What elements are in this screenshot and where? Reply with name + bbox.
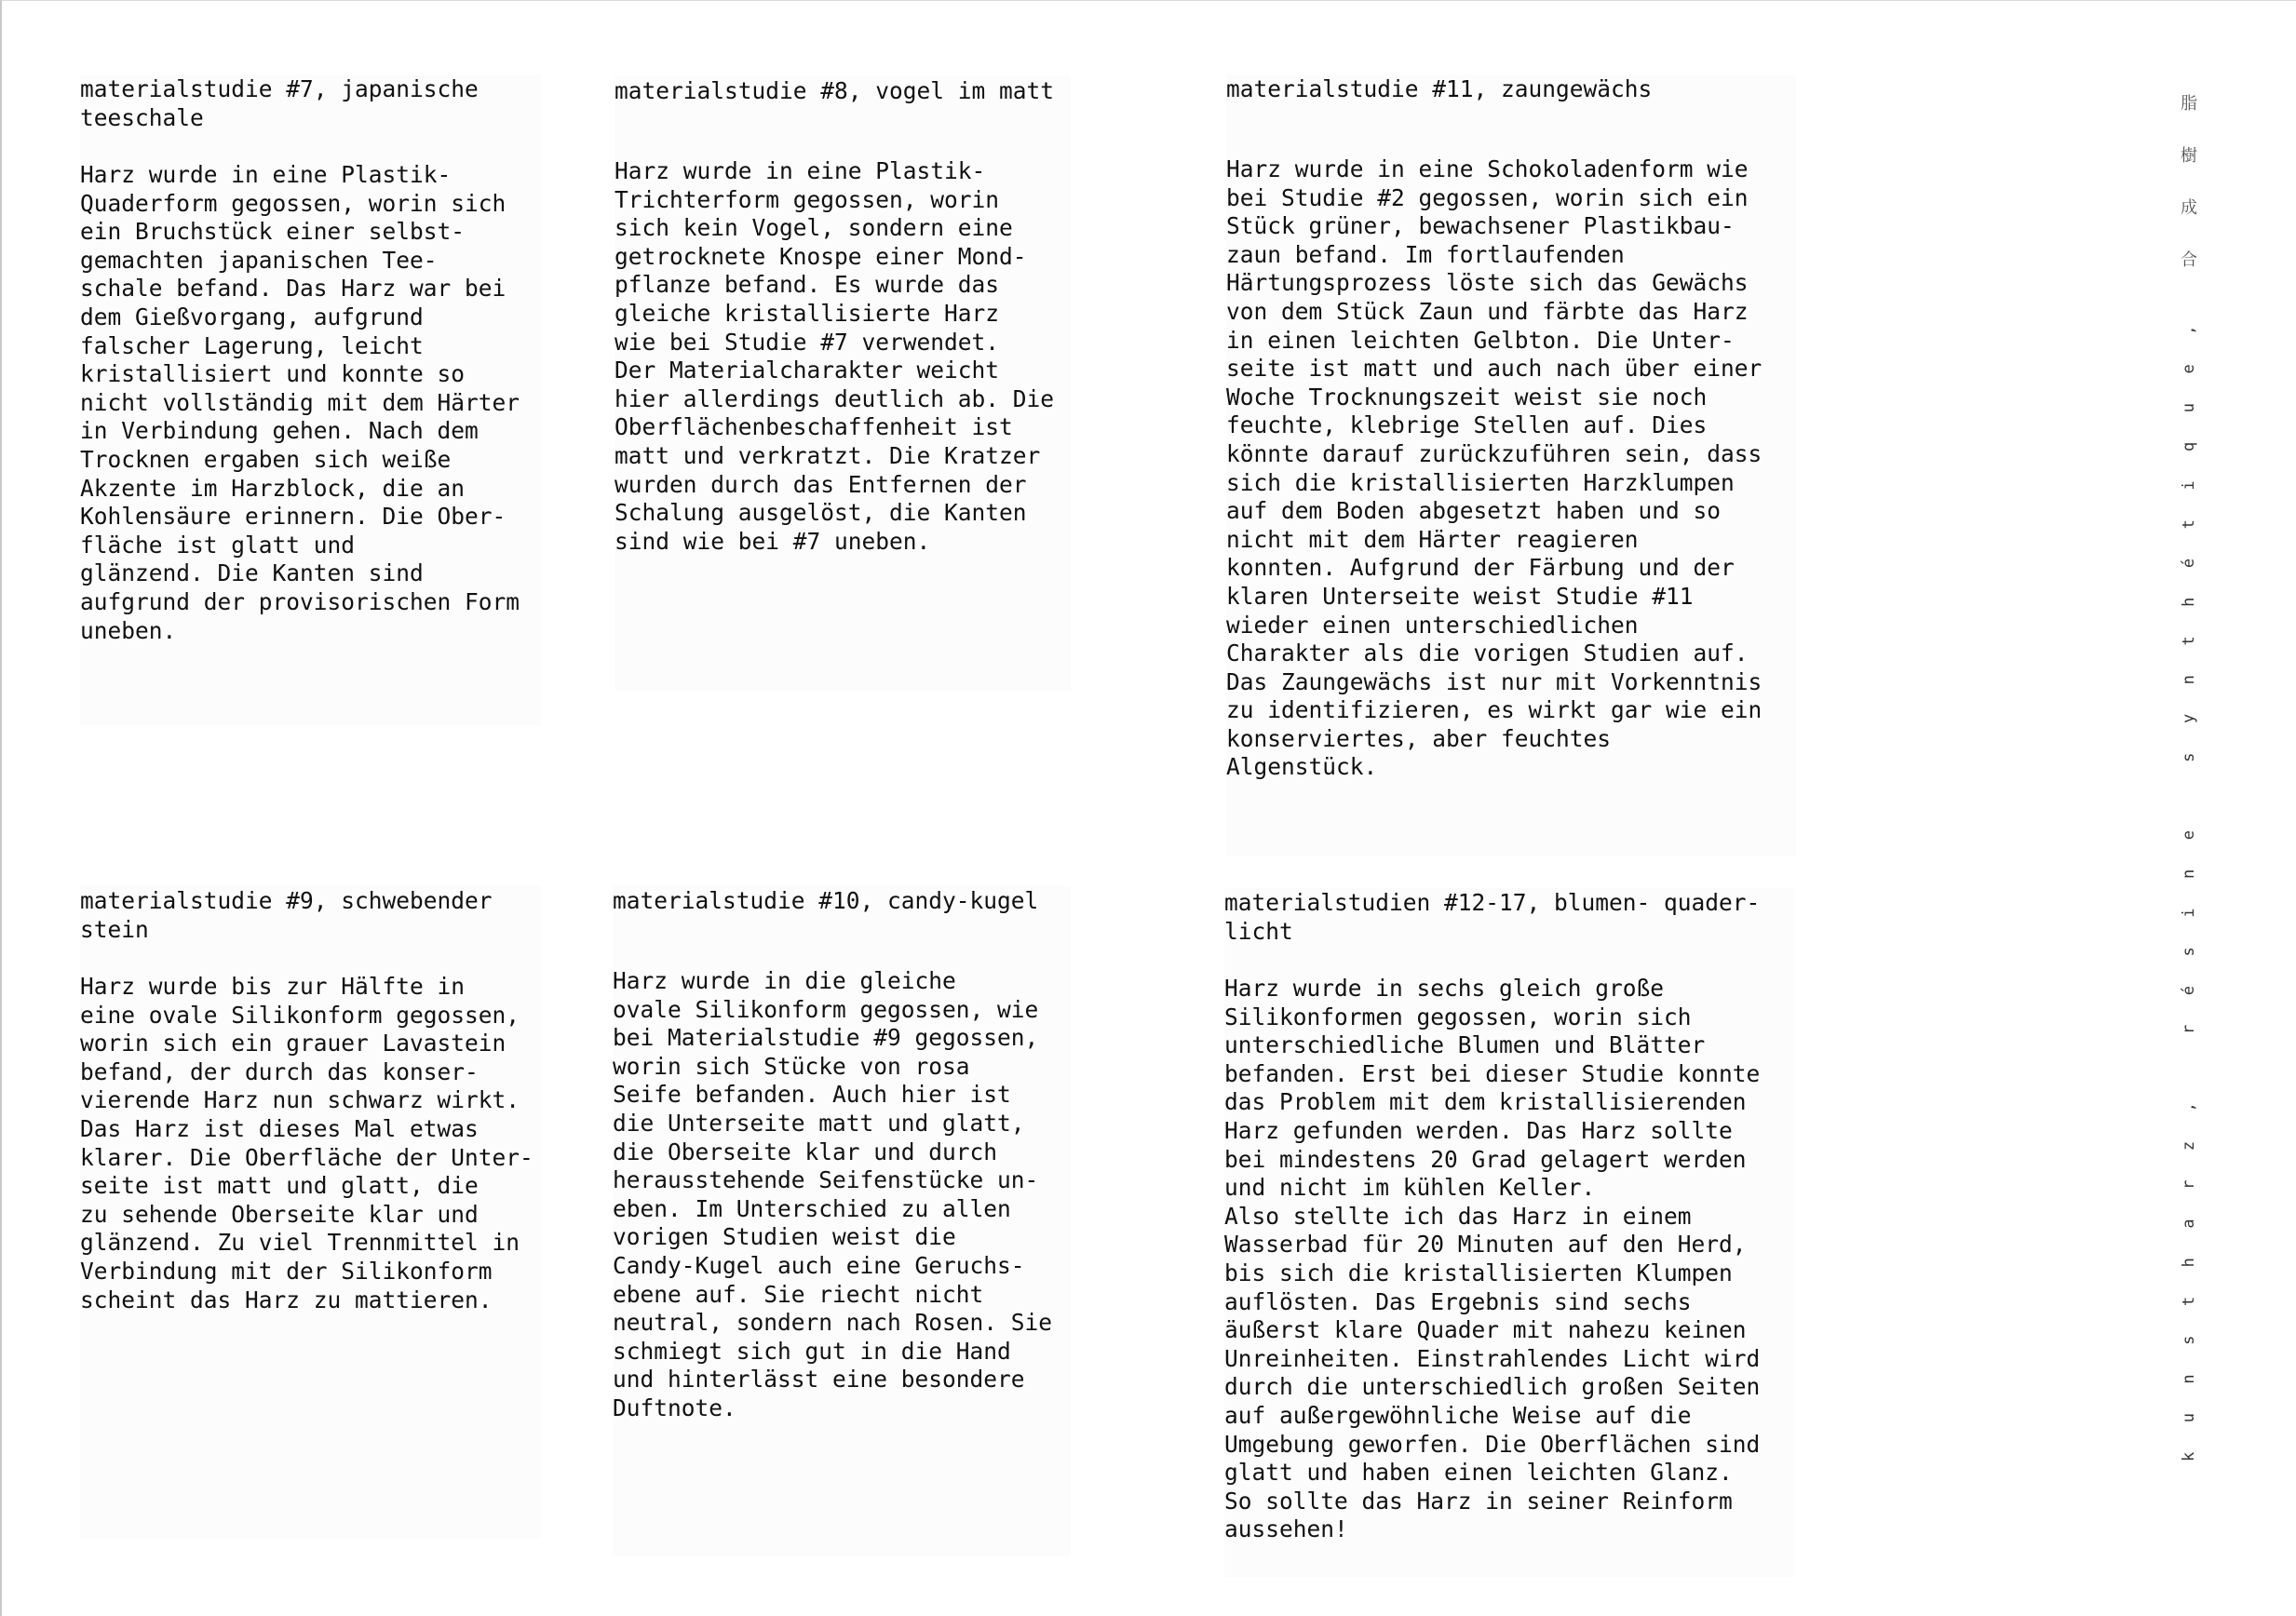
vertical-side-title xyxy=(2175,78,2203,1549)
cjk-char: 樹 xyxy=(2181,146,2197,166)
latin-title: kunstharz, résine synthétique, xyxy=(2180,296,2198,1462)
cjk-title xyxy=(2181,78,2197,287)
study-7 xyxy=(80,74,541,726)
study-10-title: materialstudie #10, candy-kugel xyxy=(613,887,1039,914)
cjk-char: 脂 xyxy=(2181,94,2197,114)
study-9-title: materialstudie #9, schwebender stein xyxy=(80,887,493,943)
study-7-title: materialstudie #7, japanische teeschale xyxy=(80,75,479,131)
study-10-body: Harz wurde in die gleiche ovale Silikonform gegossen, wie bei Materialstudie #9 gegossen, worin sich Stücke von rosa Seife befanden. Auch hier ist die Unterseite matt und glatt, die Oberseite klar und durch herausstehende Seifenstücke un- eben. Im Unterschied zu allen vorigen Studien weist die Candy-Kugel auch eine Geruchs- ebene auf. Sie riecht nicht neutral, sondern nach Rosen. Sie schmiegt sich gut in die Hand und hinterlässt eine besondere Duftnote. xyxy=(613,967,1053,1421)
study-11 xyxy=(1226,74,1796,856)
study-12-17-title: materialstudien #12-17, blumen- quader- licht xyxy=(1224,889,1761,945)
cjk-char: 成 xyxy=(2181,198,2197,218)
study-12-17 xyxy=(1224,888,1794,1577)
study-8-title: materialstudie #8, vogel im matt xyxy=(615,77,1055,104)
study-8 xyxy=(615,76,1071,691)
study-10 xyxy=(613,886,1071,1556)
study-11-title: materialstudie #11, zaungewächs xyxy=(1226,75,1653,102)
study-12-17-body: Harz wurde in sechs gleich große Silikonformen gegossen, worin sich unterschiedliche Blumen und Blätter befanden. Erst bei dieser Studie konnte das Problem mit dem kristallisierenden Harz gefunden werden. Das Harz sollte bei mindestens 20 Grad gelagert werden und nicht im kühlen Keller. Also stellte ich das Harz in einem Wasserbad für 20 Minuten auf den Herd, bis sich die kristallisierten Klumpen auflösten. Das Ergebnis sind sechs äußerst klare Quader mit nahezu keinen Unreinheiten. Einstrahlendes Licht wird durch die unterschiedlich großen Seiten auf außergewöhnliche Weise auf die Umgebung geworfen. Die Oberflächen sind glatt und haben einen leichten Glanz. So sollte das Harz in seiner Reinform aussehen! xyxy=(1224,975,1761,1543)
page-edge-top xyxy=(0,0,2296,1)
study-11-body: Harz wurde in eine Schokoladenform wie bei Studie #2 gegossen, worin sich ein Stück grüner, bewachsener Plastikbau- zaun befand. Im fortlaufenden Härtungsprozess löste sich das Gewächs von dem Stück Zaun und färbte das Harz in einen leichten Gelbton. Die Unter- seite ist matt und auch nach über einer Woche Trocknungszeit weist sie noch feuchte, klebrige Stellen auf. Dies könnte darauf zurückzuführen sein, dass sich die kristallisierten Harzklumpen auf dem Boden abgesetzt haben und so nicht mit dem Härter reagieren konnten. Aufgrund der Färbung und der klaren Unterseite weist Studie #11 wieder einen unterschiedlichen Charakter als die vorigen Studien auf. Das Zaungewächs ist nur mit Vorkenntnis zu identifizieren, es wirkt gar wie ein konserviertes, aber feuchtes Algenstück. xyxy=(1226,155,1763,781)
study-9-body: Harz wurde bis zur Hälfte in eine ovale Silikonform gegossen, worin sich ein grauer Lavastein befand, der durch das konser- vierende Harz nun schwarz wirkt. Das Harz ist dieses Mal etwas klarer. Die Oberfläche der Unter- seite ist matt und glatt, die zu sehende Oberseite klar und glänzend. Zu viel Trennmittel in Verbindung mit der Silikonform scheint das Harz zu mattieren. xyxy=(80,973,533,1313)
study-8-body: Harz wurde in eine Plastik- Trichterform gegossen, worin sich kein Vogel, sondern eine getrocknete Knospe einer Mond- pflanze befand. Es wurde das gleiche kristallisierte Harz wie bei Studie #7 verwendet. Der Materialcharakter weicht hier allerdings deutlich ab. Die Oberflächenbeschaffenheit ist matt und verkratzt. Die Kratzer wurden durch das Entfernen der Schalung ausgelöst, die Kanten sind wie bei #7 uneben. xyxy=(615,157,1055,555)
study-7-body: Harz wurde in eine Plastik- Quaderform gegossen, worin sich ein Bruchstück einer selbst- gemachten japanischen Tee- schale befand. Das Harz war bei dem Gießvorgang, aufgrund falscher Lagerung, leicht kristallisiert und konnte so nicht vollständig mit dem Härter in Verbindung gehen. Nach dem Trocknen ergaben sich weiße Akzente im Harzblock, die an Kohlensäure erinnern. Die Ober- fläche ist glatt und glänzend. Die Kanten sind aufgrund der provisorischen Form uneben. xyxy=(80,161,520,644)
study-9 xyxy=(80,886,541,1538)
cjk-char: 合 xyxy=(2181,250,2197,270)
page-edge-left xyxy=(0,0,2,1616)
